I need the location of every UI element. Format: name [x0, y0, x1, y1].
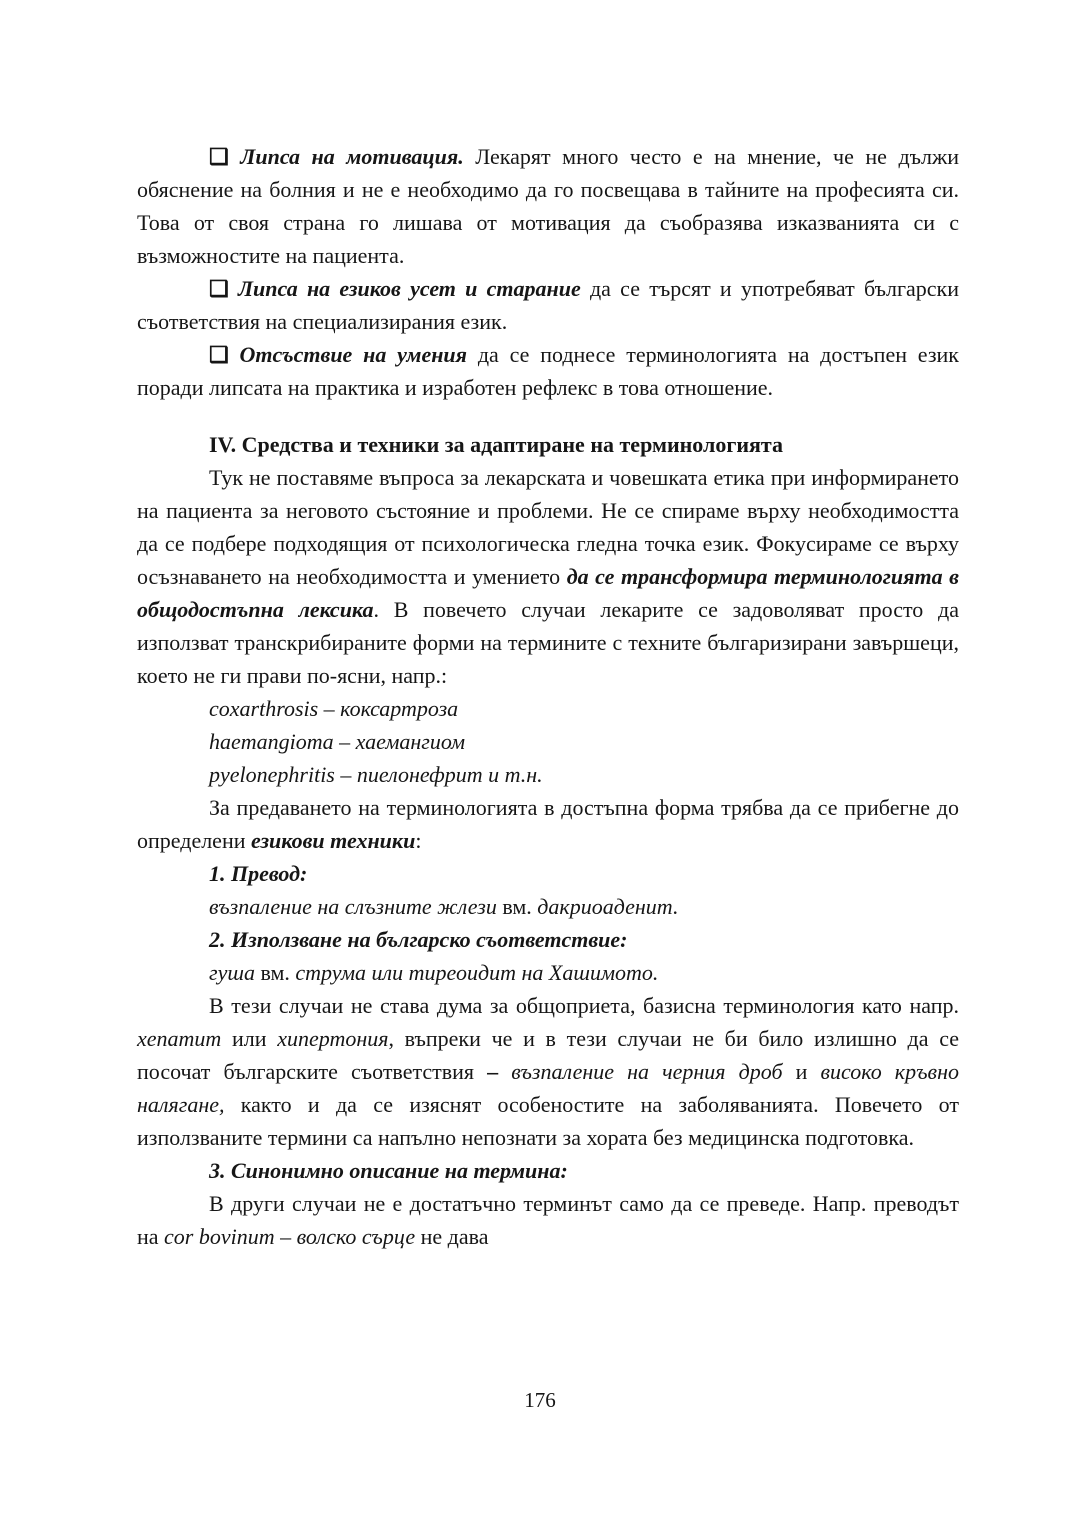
text-run: haemangioma – хаемангиом — [209, 729, 466, 754]
text-run: хепатит — [137, 1026, 222, 1051]
section-heading — [137, 428, 959, 461]
page-content — [137, 140, 959, 1253]
example-line-coxarthrosis — [137, 692, 959, 725]
text-run: струма или тиреоидит на Хашимото. — [295, 960, 659, 985]
page-number: 176 — [524, 1388, 556, 1412]
text-run: 2. Използване на българско съответствие: — [209, 927, 628, 952]
text-run: 1. Превод: — [209, 861, 308, 886]
text-run: или — [221, 1026, 278, 1051]
text-run: ❑ — [209, 144, 241, 169]
text-run: вм. — [254, 960, 296, 985]
technique-heading-1 — [137, 857, 959, 890]
text-run: езикови техники — [251, 828, 416, 853]
bullet-paragraph-motivation — [137, 140, 959, 272]
text-run: вм. — [496, 894, 538, 919]
text-run: високо кръвно налягане, — [137, 1059, 959, 1117]
text-run: Липса на езиков усет и старание — [237, 276, 581, 301]
technique-example-2 — [137, 956, 959, 989]
technique-heading-3 — [137, 1154, 959, 1187]
text-run: 3. Синонимно описание на термина: — [209, 1158, 568, 1183]
text-run: , въпреки че и в тези случаи не би било излишно да се посочат българските съответствия — [137, 1026, 959, 1084]
text-run: да се трансформира терминологията в общодостъпна лексика — [137, 564, 960, 622]
example-line-haemangioma — [137, 725, 959, 758]
text-run: : — [415, 828, 422, 853]
bullet-paragraph-ezikov-uset — [137, 272, 959, 338]
text-run: pyelonephritis – пиелонефрит и т.н. — [209, 762, 543, 787]
text-run: Лекарят много често е на мнение, че не дължи обяснение на болния и не е необходимо да го посвещава в тайните на професията си. Това от своя страна го лишава от мотивация да съобразява изказванията си с възможностите на пациента. — [137, 144, 959, 268]
body-paragraph-techniques-intro — [137, 791, 959, 857]
text-run: възпаление на слъзните жлези — [209, 894, 497, 919]
example-line-pyelonephritis — [137, 758, 959, 791]
text-run: За предаването на терминологията в достъпна форма трябва да се прибегне до определени — [137, 795, 959, 853]
text-run: . В повечето случаи лекарите се задоволяват просто да използват транскрибираните форми на термините с техните българизирани завършеци, което не ги прави по-ясни, напр.: — [137, 597, 959, 688]
text-run: В други случаи не е достатъчно терминът само да се преведе. Напр. преводът на — [137, 1191, 959, 1249]
body-paragraph-intro — [137, 461, 959, 692]
text-run — [498, 1059, 511, 1084]
text-run: cor bovinum – волско сърце — [164, 1224, 416, 1249]
bullet-paragraph-otsastvie-umenia — [137, 338, 959, 404]
text-run: да се поднесе терминологията на достъпен език поради липсата на практика и изработен рефлекс в това отношение. — [137, 342, 959, 400]
text-run: възпаление на черния дроб — [511, 1059, 783, 1084]
text-run: coxarthrosis – коксартроза — [209, 696, 459, 721]
body-paragraph-cases — [137, 989, 959, 1154]
body-paragraph-final — [137, 1187, 959, 1253]
technique-example-1 — [137, 890, 959, 923]
text-run: дакриоаденит. — [537, 894, 679, 919]
text-run: да се търсят и употребяват български съответствия на специализирания език. — [137, 276, 959, 334]
text-run: Отсъствие на умения — [239, 342, 467, 367]
text-run: Липса на мотивация. — [240, 144, 464, 169]
text-run: както и да се изяснят особеностите на заболяванията. Повечето от използваните термини са напълно непознати за хората без медицинска подготовка. — [137, 1092, 959, 1150]
text-run: В тези случаи не става дума за общоприета, базисна терминология като напр. — [209, 993, 959, 1018]
text-run: и — [782, 1059, 821, 1084]
text-run: ❑ — [209, 342, 240, 367]
technique-heading-2 — [137, 923, 959, 956]
text-run: IV. Средства и техники за адаптиране на терминологията — [209, 432, 783, 457]
text-run: Тук не поставяме въпроса за лекарската и човешката етика при информирането на пациента за неговото състояние и проблеми. Не се спираме върху необходимостта да се подбере подходящия от психологическа гледна точка език. Фокусираме се върху осъзнаването на необходимостта и умението — [137, 465, 959, 589]
text-run: хипертония — [277, 1026, 389, 1051]
text-run: ❑ — [209, 276, 238, 301]
text-run: – — [487, 1059, 499, 1084]
text-run: гуша — [209, 960, 255, 985]
text-run: не дава — [415, 1224, 489, 1249]
